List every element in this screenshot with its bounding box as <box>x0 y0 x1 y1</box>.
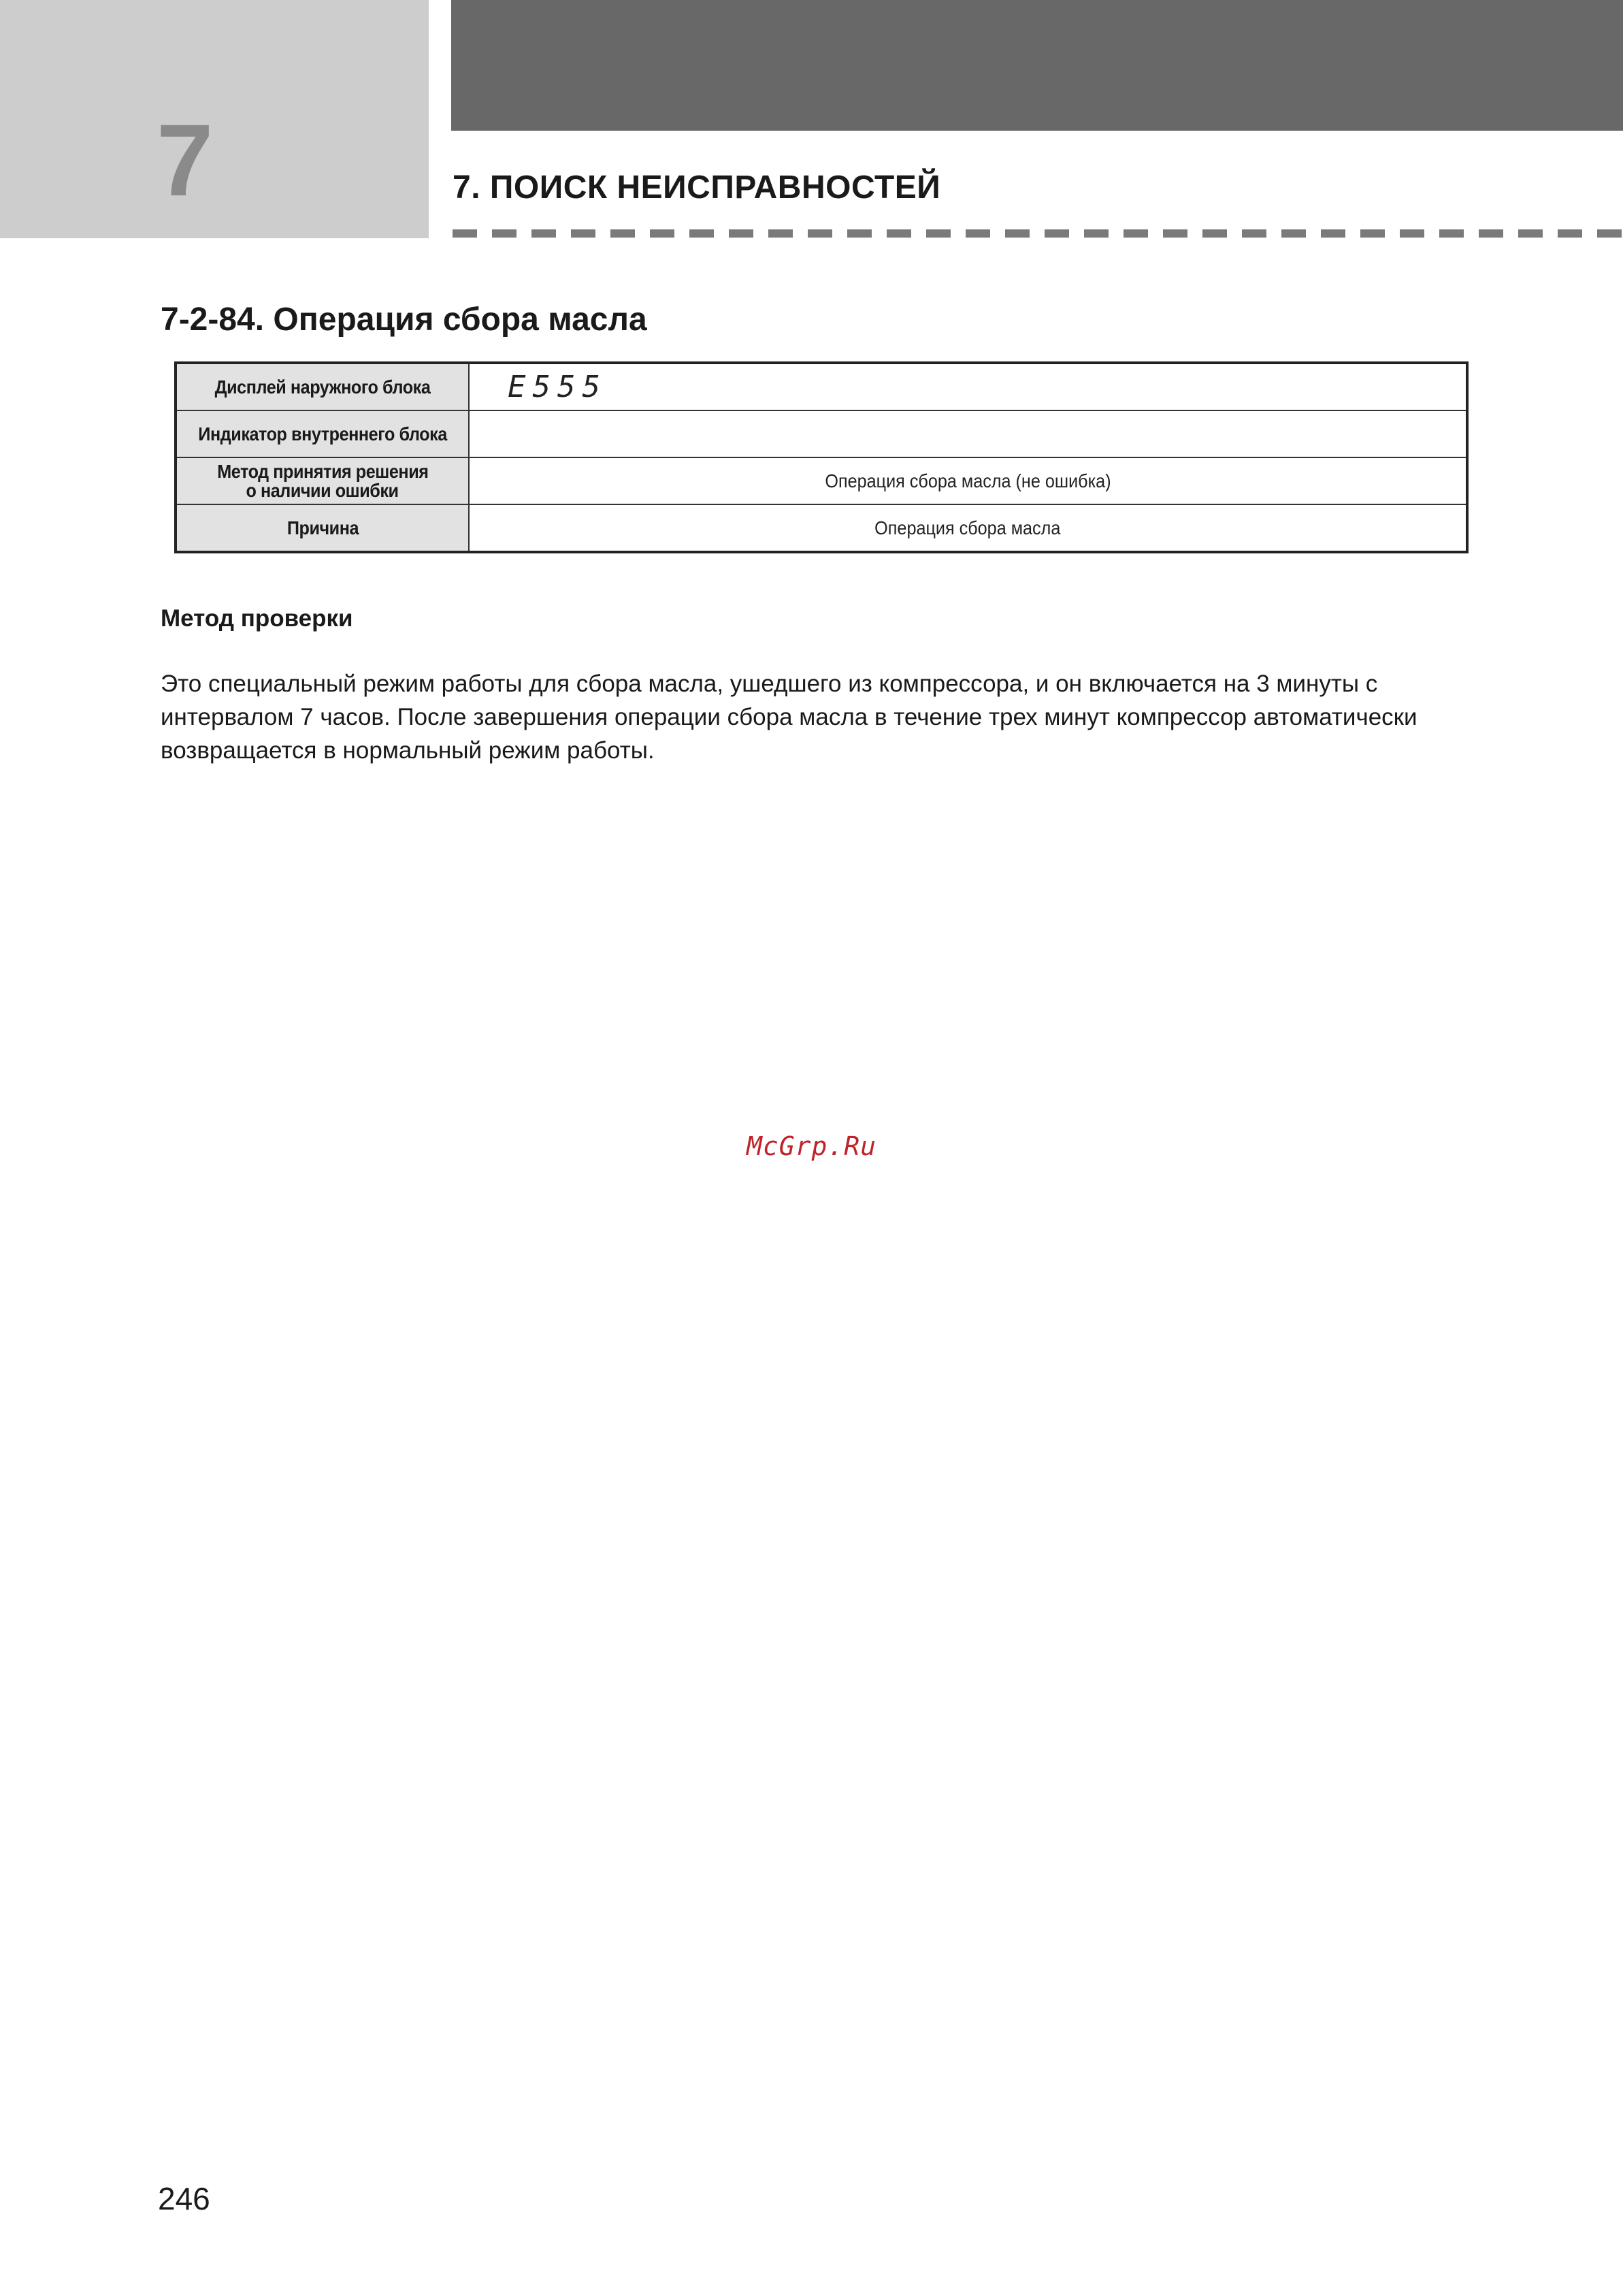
header-dashed-divider <box>453 229 1623 238</box>
table-label-cell <box>176 457 469 504</box>
table-row <box>176 504 1467 552</box>
indoor-indicator-label: Индикатор внутреннего блока <box>198 423 447 444</box>
cause-text: Операция сбора масла <box>874 517 1061 538</box>
method-text: Это специальный режим работы для сбора масла, ушедшего из компрессора, и он включается на 3 минуты с интервалом 7 часов. После завершения операции сбора масла в течение трех минут компрессор автоматически возвращается в нормальный режим работы. <box>161 670 1417 764</box>
decision-method-value <box>469 457 1467 504</box>
outdoor-display-label: Дисплей наружного блока <box>214 376 431 398</box>
header-bar <box>451 0 1623 131</box>
decision-method-label-line1: Метод принятия решения <box>216 460 429 482</box>
outdoor-display-code: E555 <box>469 363 1467 410</box>
table-row <box>176 410 1467 457</box>
chapter-number: 7 <box>157 103 214 217</box>
watermark: McGrp.Ru <box>747 1131 877 1161</box>
table-label-cell <box>176 504 469 552</box>
section-title: 7-2-84. Операция сбора масла <box>161 302 647 338</box>
method-heading: Метод проверки <box>161 605 353 632</box>
chapter-title: 7. ПОИСК НЕИСПРАВНОСТЕЙ <box>453 169 941 206</box>
cause-label: Причина <box>286 517 359 538</box>
indoor-indicator-value <box>469 410 1467 457</box>
table-label-cell <box>176 410 469 457</box>
table-row <box>176 363 1467 410</box>
table-row <box>176 457 1467 504</box>
chapter-tab <box>0 0 429 238</box>
cause-value <box>469 504 1467 552</box>
page-number: 246 <box>158 2181 210 2216</box>
decision-method-text: Операция сбора масла (не ошибка) <box>824 470 1111 491</box>
error-info-table <box>174 361 1469 553</box>
decision-method-label-line2: о наличии ошибки <box>246 479 399 501</box>
table-label-cell <box>176 363 469 410</box>
